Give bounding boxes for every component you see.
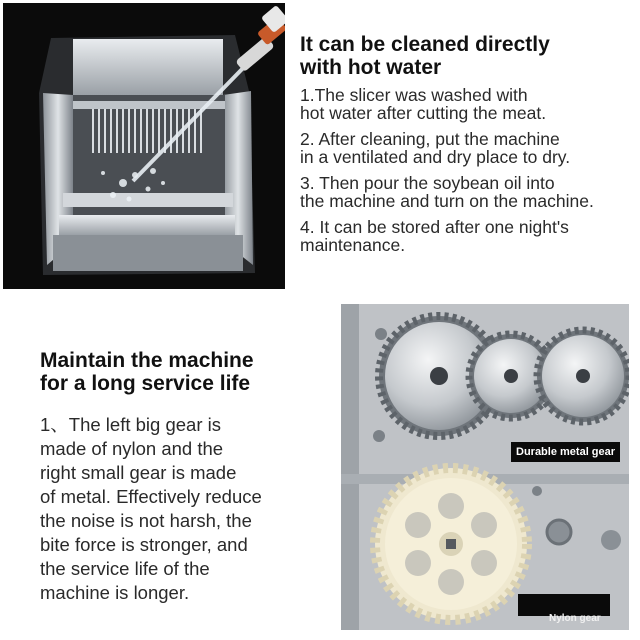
bearing bbox=[547, 520, 571, 544]
cleaning-step: 3. Then pour the soybean oil into the machine and turn on the machine. bbox=[300, 173, 594, 211]
maintenance-paragraph: 1、The left big gear is made of nylon and the right small gear is made of metal. Effectively reduce the noise is not harsh, the bite force is stronger, and the service life of the machine is longer. bbox=[40, 414, 262, 603]
front-rail bbox=[63, 193, 233, 207]
metal-gear-right bbox=[537, 330, 629, 422]
slicer-washing-illustration bbox=[3, 3, 285, 289]
machine-top-plate bbox=[73, 39, 223, 95]
frame-left-rail bbox=[341, 304, 359, 630]
cleaning-step: 4. It can be stored after one night's maintenance. bbox=[300, 217, 569, 255]
cleaning-heading: It can be cleaned directly with hot water bbox=[300, 33, 550, 79]
nylon-gear-label-box bbox=[518, 594, 610, 624]
nylon-gear-label: Nylon gear bbox=[549, 613, 601, 624]
metal-gear-label: Durable metal gear bbox=[511, 442, 620, 462]
slicer-washing-photo bbox=[3, 3, 285, 289]
cleaning-steps-list bbox=[300, 86, 640, 262]
nylon-gear bbox=[375, 468, 527, 620]
gears-illustration bbox=[341, 304, 629, 630]
maintenance-heading: Maintain the machine for a long service life bbox=[40, 349, 254, 395]
cleaning-step: 1.The slicer was washed with hot water after cutting the meat. bbox=[300, 85, 547, 123]
gears-photo bbox=[341, 304, 629, 630]
front-panel bbox=[59, 215, 235, 235]
machine-base bbox=[53, 235, 243, 271]
cleaning-step: 2. After cleaning, put the machine in a ventilated and dry place to dry. bbox=[300, 129, 571, 167]
